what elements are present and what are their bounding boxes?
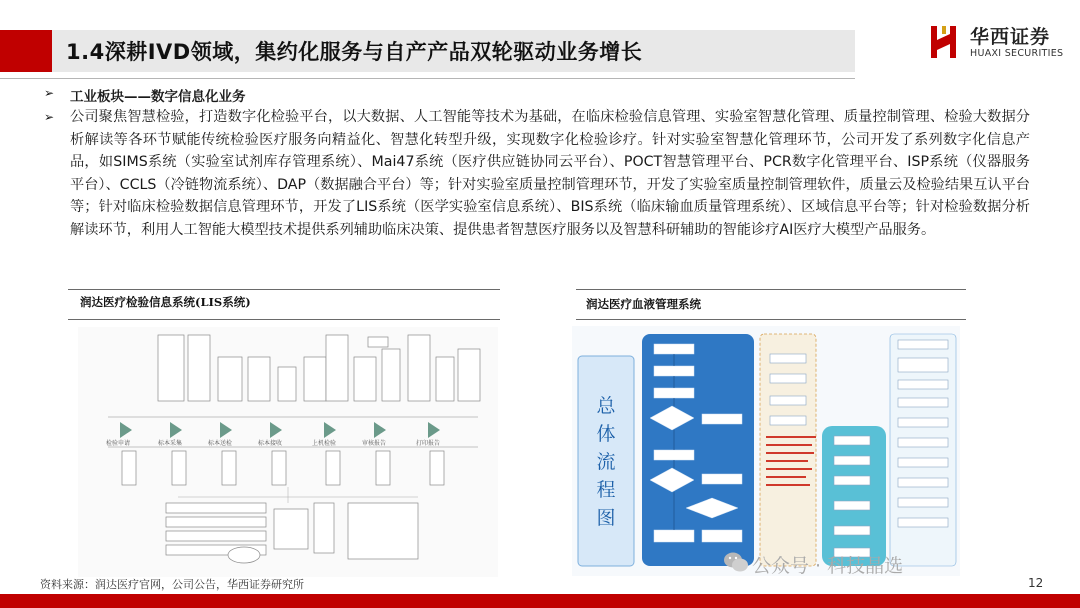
figure-title-rule (576, 319, 966, 320)
huaxi-logo (928, 22, 1068, 66)
bullet-icon: ➢ (44, 86, 55, 100)
huaxi-logo-icon (928, 24, 962, 60)
blood-flowchart-svg (572, 326, 960, 576)
watermark-text: 公众号 · 科技晶选 (752, 555, 904, 577)
bullet-icon: ➢ (44, 110, 55, 124)
lis-flowchart-svg (78, 327, 498, 577)
figure-top-rule (68, 289, 500, 290)
svg-text:标本采集: 标本采集 (158, 440, 183, 447)
figure-title-rule (68, 319, 500, 320)
body-paragraph: 公司聚焦智慧检验，打造数字化检验平台，以大数据、人工智能等技术为基础，在临床检验信息管理、实验室智慧化管理、质量控制管理、检验大数据分析解读等各环节赋能传统检验医疗服务向精益化、智慧化转型升级，实现数字化检验诊疗。针对实验室智慧化管理环节，公司开发了系列数字化信息产品，如SIMS系统（实验室试剂库存管理系统）、Mai47系统（医疗供应链协同云平台）、POCT智慧管理平台、PCR数字化管理平台、ISP系统（仪器服务平台）、CCLS（冷链物流系统）、DAP（数据融合平台）等；针对实验室质量控制管理环节，开发了实验室质量控制管理软件，质量云及检验结果互认平台等；针对临床检验数据信息管理环节，开发了LIS系统（医学实验室信息系统）、BIS系统（临床输血质量管理系统）、区域信息平台等；针对检验数据分析解读环节，利用人工智能大模型技术提供系列辅助临床决策、提供患者智慧医疗服务以及智慧科研辅助的智能诊疗AI医疗大模型产品服务。 (70, 109, 1030, 238)
title-accent (0, 30, 52, 72)
page-title: 1.4深耕IVD领域，集约化服务与自产产品双轮驱动业务增长 (66, 40, 643, 64)
overall-flow-label: 总体流程图 (596, 395, 616, 529)
svg-text:打印报告: 打印报告 (416, 440, 441, 447)
header-divider (0, 78, 855, 79)
lis-flowchart (78, 327, 498, 577)
wechat-icon (722, 548, 750, 576)
page-number: 12 (1028, 576, 1044, 590)
logo-english-name: HUAXI SECURITIES (970, 48, 1064, 59)
lis-figure-title: 润达医疗检验信息系统(LIS系统) (80, 295, 251, 309)
blood-figure-title: 润达医疗血液管理系统 (586, 297, 701, 311)
svg-text:审核报告: 审核报告 (362, 440, 387, 447)
figure-top-rule (576, 289, 966, 290)
logo-chinese-name: 华西证券 (970, 26, 1051, 48)
svg-text:标本接收: 标本接收 (258, 440, 283, 447)
source-note: 资料来源：润达医疗官网，公司公告，华西证券研究所 (40, 578, 304, 591)
svg-text:上机检验: 上机检验 (312, 440, 337, 447)
blood-flowchart (572, 326, 960, 576)
section-heading: 工业板块——数字信息化业务 (70, 89, 246, 105)
svg-text:检验申请: 检验申请 (106, 440, 131, 447)
footer-bar (0, 594, 1080, 608)
svg-text:标本送检: 标本送检 (208, 440, 233, 447)
